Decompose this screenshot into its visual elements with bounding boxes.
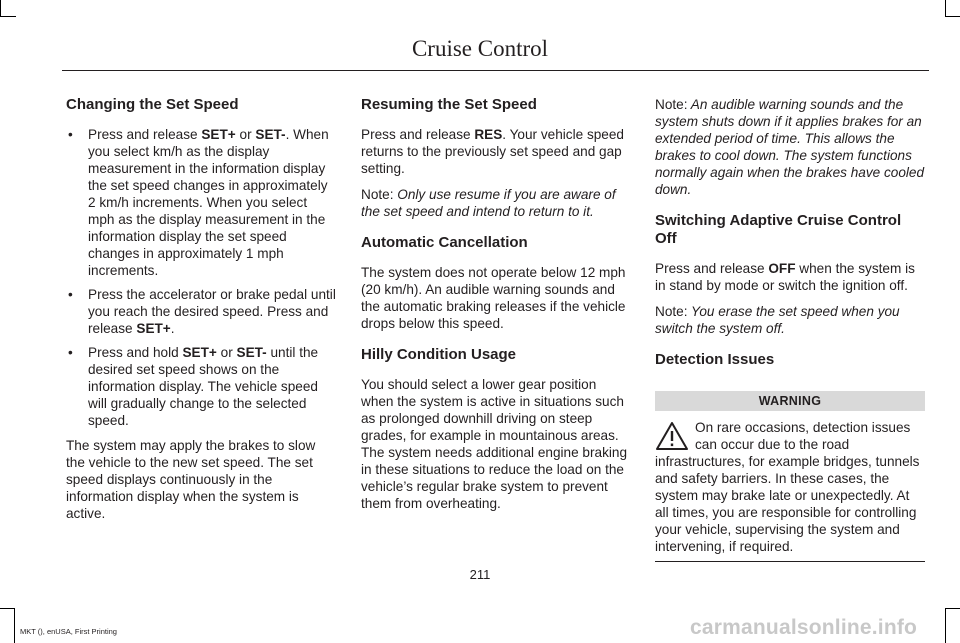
key-label: SET+ xyxy=(201,127,236,142)
para-text: Press and release xyxy=(361,127,475,142)
note-text: An audible warning sounds and the system shuts down if it applies brakes for an extended period of time. This allows the brakes to cool down. The system functions normally again when the brakes have cooled down. xyxy=(655,97,925,197)
heading-changing-set-speed: Changing the Set Speed xyxy=(66,96,239,113)
note-text: You erase the set speed when you switch the system off. xyxy=(655,304,900,336)
warning-text: On rare occasions, detection issues can occur due to the road infrastructures, for example bridges, tunnels and safety barriers. In these cases, the system may brake late or unexpectedly. At all times, you are responsible for controlling your vehicle, supervising the system and intervening, if required. xyxy=(655,420,920,554)
page-number: 211 xyxy=(469,567,491,582)
column-3 xyxy=(655,96,925,562)
para-text: Press and release xyxy=(655,261,769,276)
key-label: RES xyxy=(474,127,503,142)
note-label: Note: xyxy=(655,97,688,112)
note xyxy=(655,303,925,337)
para-text: . Your vehicle speed returns to the previously set speed and gap setting. xyxy=(361,127,624,176)
bullet-text: until the desired set speed shows on the information display. The vehicle speed will gradually change to the selected speed. xyxy=(88,345,319,428)
bullet-list xyxy=(66,126,336,429)
list-item xyxy=(66,286,336,337)
warning-bottom-rule xyxy=(655,561,925,562)
bullet-text: . When you select km/h as the display measurement in the information display the set speed changes in approximately 2 km/h increments. When you select mph as the display measurement in the information display the set speed changes in approximately 1 mph increments. xyxy=(88,127,329,278)
heading-detection-issues: Detection Issues xyxy=(655,351,775,368)
bullet-text: Press and release xyxy=(88,127,202,142)
column-1 xyxy=(66,96,336,531)
paragraph xyxy=(655,260,925,294)
heading-hilly-condition-usage: Hilly Condition Usage xyxy=(361,346,517,363)
heading-resuming-set-speed: Resuming the Set Speed xyxy=(361,96,537,113)
heading-automatic-cancellation: Automatic Cancellation xyxy=(361,234,528,251)
bullet-text: . xyxy=(170,321,175,336)
footer-printing-info: MKT (), enUSA, First Printing xyxy=(20,627,117,636)
list-item xyxy=(66,126,336,279)
warning-box xyxy=(655,419,925,555)
crop-mark xyxy=(0,0,1,16)
heading-switching-acc-off: Switching Adaptive Cruise Control Off xyxy=(655,212,902,247)
bullet-text: Press and hold xyxy=(88,345,183,360)
crop-mark xyxy=(945,16,960,17)
crop-mark xyxy=(945,608,946,643)
page-title: Cruise Control xyxy=(411,36,549,61)
warning-triangle-icon xyxy=(655,421,689,451)
note-label: Note: xyxy=(655,304,688,319)
warning-header: WARNING xyxy=(655,391,925,411)
header-rule xyxy=(62,70,929,71)
key-label: SET- xyxy=(236,345,267,360)
note xyxy=(655,96,925,198)
bullet-text: or xyxy=(216,345,237,360)
key-label: OFF xyxy=(768,261,796,276)
bullet-text: Press the accelerator or brake pedal until you reach the desired speed. Press and release xyxy=(88,287,336,336)
para-text: when the system is in stand by mode or switch the ignition off. xyxy=(655,261,915,293)
crop-mark xyxy=(945,0,946,16)
note-label: Note: xyxy=(361,187,394,202)
paragraph: The system does not operate below 12 mph (20 km/h). An audible warning sounds and the automatic braking releases if the vehicle drops below this speed. xyxy=(361,265,626,331)
crop-mark xyxy=(945,608,960,609)
bullet-text: or xyxy=(235,127,256,142)
crop-mark xyxy=(0,608,14,609)
paragraph: The system may apply the brakes to slow the vehicle to the new set speed. The set speed displays continuously in the information display when the system is active. xyxy=(66,438,316,521)
key-label: SET- xyxy=(255,127,286,142)
column-2 xyxy=(361,96,631,521)
key-label: SET+ xyxy=(182,345,217,360)
paragraph xyxy=(361,126,631,177)
note-text: Only use resume if you are aware of the set speed and intend to return to it. xyxy=(361,187,616,219)
note xyxy=(361,186,631,220)
watermark: carmanualsonline.info xyxy=(690,616,918,639)
crop-mark xyxy=(14,608,15,643)
list-item xyxy=(66,344,336,429)
paragraph: You should select a lower gear position when the system is active in situations such as prolonged downhill driving on steep grades, for example in mountainous areas. The system needs additional engine braking in these situations to reduce the load on the vehicle’s regular brake system to prevent them from overheating. xyxy=(361,377,628,511)
crop-mark xyxy=(0,16,16,17)
key-label: SET+ xyxy=(136,321,171,336)
